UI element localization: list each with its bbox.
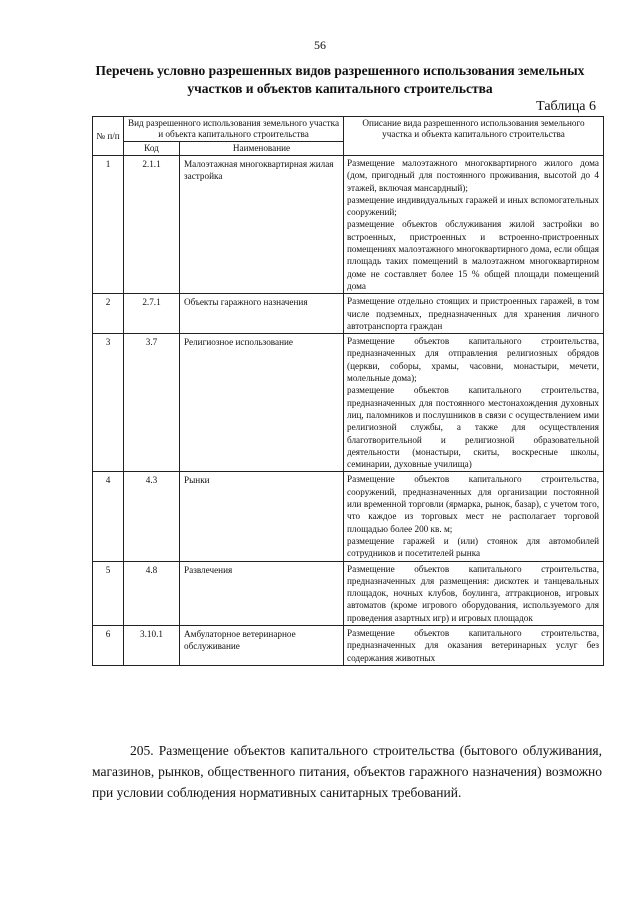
table-row xyxy=(93,294,604,334)
description-paragraph: размещение гаражей и (или) стоянок для автомобилей сотрудников и посетителей рынка xyxy=(347,535,600,559)
row-description-cell xyxy=(344,334,604,472)
header-name: Наименование xyxy=(180,142,344,156)
header-description: Описание вида разрешенного использования земельного участка и объекта капитального строительства xyxy=(344,117,604,156)
table-row xyxy=(93,334,604,472)
page-number: 56 xyxy=(314,38,326,52)
row-description-cell xyxy=(344,294,604,334)
description-paragraph: Размещение объектов капитального строительства, сооружений, предназначенных для организации постоянной или временной торговли (ярмарка, рынок, базар), с учетом того, что каждое из торговых мест не располагает торговой площадью более 200 кв. м; xyxy=(347,474,600,534)
description-paragraph: размещение объектов капитального строительства, предназначенных для постоянного местонахождения духовных лиц, паломников и послушников в связи с осуществлением ими религиозной службы, а также для осуществления благотворительной и религиозной образовательной деятельности (монастыри, скиты, воскресные школы, семинарии, духовные училища) xyxy=(347,385,600,470)
description-paragraph: Размещение объектов капитального строительства, предназначенных для отправления религиозных обрядов (церкви, соборы, храмы, часовни, монастыри, мечети, молельные дома); xyxy=(347,336,600,384)
header-code: Код xyxy=(124,142,180,156)
row-name-cell: Амбулаторное ветеринарное обслуживание xyxy=(180,625,344,665)
table-body xyxy=(93,156,604,666)
description-paragraph: размещение объектов обслуживания жилой застройки во встроенных, пристроенных и встроенно-пристроенных помещениях малоэтажного многоквартирного дома, если общая площадь таких помещений в малоэтажном многоквартирном доме не составляет более 15 % общей площади помещений дома xyxy=(347,219,600,291)
row-code-cell: 4.3 xyxy=(124,472,180,561)
description-paragraph: размещение индивидуальных гаражей и иных вспомогательных сооружений; xyxy=(347,194,600,218)
row-name-cell: Развлечения xyxy=(180,561,344,625)
table-row xyxy=(93,156,604,294)
table-row xyxy=(93,561,604,625)
row-description-cell xyxy=(344,625,604,665)
row-code-cell: 3.10.1 xyxy=(124,625,180,665)
paragraph-205: 205. Размещение объектов капитального строительства (бытового облуживания, магазинов, рынков, общественного питания, объектов гаражного назначения) возможно при условии соблюдения нормативных санитарных требований. xyxy=(92,743,602,800)
row-description-cell xyxy=(344,156,604,294)
row-code-cell: 3.7 xyxy=(124,334,180,472)
row-name-cell: Объекты гаражного назначения xyxy=(180,294,344,334)
row-name-cell: Религиозное использование xyxy=(180,334,344,472)
row-code-cell: 4.8 xyxy=(124,561,180,625)
description-paragraph: Размещение объектов капитального строительства, предназначенных для размещения: дискотек и танцевальных площадок, ночных клубов, боулинга, аттракционов, игровых автоматов (кроме игрового оборудования, используемого для проведения азартных игр) и игровых площадок xyxy=(347,563,600,623)
row-number-cell: 6 xyxy=(93,625,124,665)
row-number-cell: 3 xyxy=(93,334,124,472)
description-paragraph: Размещение отдельно стоящих и пристроенных гаражей, в том числе подземных, предназначенных для хранения личного автотранспорта граждан xyxy=(347,296,600,331)
table-header-row xyxy=(93,117,604,142)
permitted-use-table-container xyxy=(92,116,603,666)
row-number-cell: 4 xyxy=(93,472,124,561)
description-paragraph: Размещение объектов капитального строительства, предназначенных для оказания ветеринарных услуг без содержания животных xyxy=(347,627,600,663)
row-code-cell: 2.1.1 xyxy=(124,156,180,294)
row-number-cell: 5 xyxy=(93,561,124,625)
table-label: Таблица 6 xyxy=(536,99,596,114)
row-number-cell: 1 xyxy=(93,156,124,294)
row-description-cell xyxy=(344,561,604,625)
header-use-type-group: Вид разрешенного использования земельного участка и объекта капитального строительства xyxy=(124,117,344,142)
description-paragraph: Размещение малоэтажного многоквартирного жилого дома (дом, пригодный для постоянного проживания, высотой до 4 этажей, включая мансардный); xyxy=(347,158,600,193)
header-number: № п/п xyxy=(93,117,124,156)
table-row xyxy=(93,472,604,561)
row-name-cell: Рынки xyxy=(180,472,344,561)
document-title: Перечень условно разрешенных видов разрешенного использования земельных участков и объектов капитального строительства xyxy=(95,63,585,96)
row-code-cell: 2.7.1 xyxy=(124,294,180,334)
row-name-cell: Малоэтажная многоквартирная жилая застройка xyxy=(180,156,344,294)
permitted-use-table xyxy=(92,116,604,666)
table-row xyxy=(93,625,604,665)
row-description-cell xyxy=(344,472,604,561)
row-number-cell: 2 xyxy=(93,294,124,334)
